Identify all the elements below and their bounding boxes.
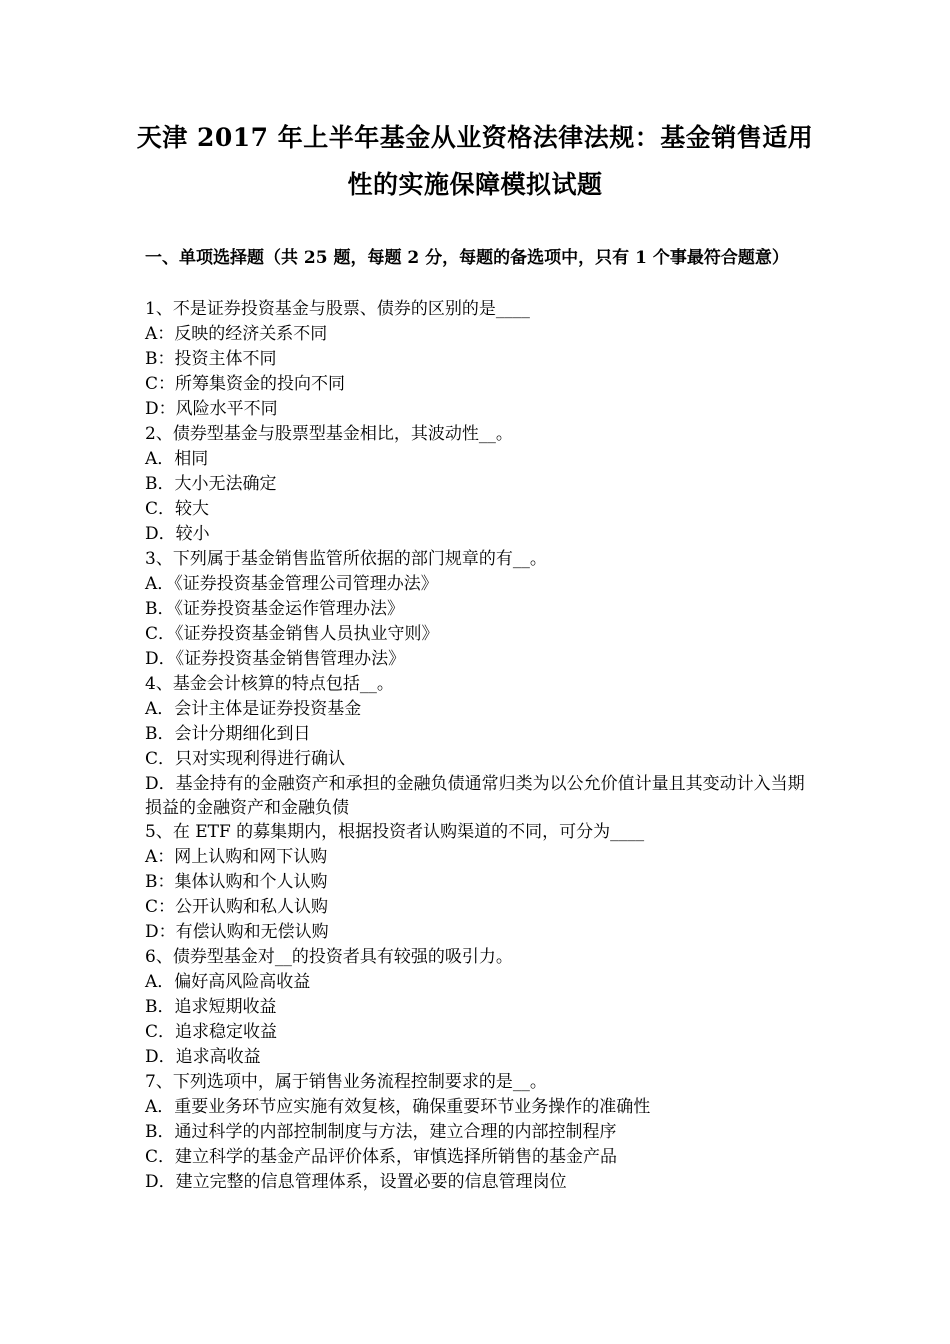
- question-2: [145, 422, 810, 547]
- question-stem: 3、下列属于基金销售监管所依据的部门规章的有__。: [145, 549, 547, 569]
- option-d: D：风险水平不同: [145, 399, 278, 419]
- question-stem: 1、不是证券投资基金与股票、债券的区别的是____: [145, 299, 530, 319]
- option-a: A：网上认购和网下认购: [145, 847, 328, 867]
- option-b: B．《证券投资基金运作管理办法》: [145, 599, 404, 619]
- option-a: A．偏好高风险高收益: [145, 972, 311, 992]
- option-d: D．基金持有的金融资产和承担的金融负债通常归类为以公允价值计量且其变动计入当期损益的金融资产和金融负债: [145, 774, 805, 818]
- option-a: A．《证券投资基金管理公司管理办法》: [145, 574, 438, 594]
- question-stem: 6、债券型基金对__的投资者具有较强的吸引力。: [145, 947, 513, 967]
- section-heading: 一、单项选择题（共 25 题，每题 2 分，每题的备选项中，只有 1 个事最符合题意）: [145, 248, 789, 268]
- option-b: B：集体认购和个人认购: [145, 872, 328, 892]
- document-title: [100, 114, 850, 208]
- option-c: C．《证券投资基金销售人员执业守则》: [145, 624, 439, 644]
- option-d: D．《证券投资基金销售管理办法》: [145, 649, 406, 669]
- option-b: B：投资主体不同: [145, 349, 277, 369]
- option-c: C．追求稳定收益: [145, 1022, 278, 1042]
- option-a: A．重要业务环节应实施有效复核，确保重要环节业务操作的准确性: [145, 1097, 651, 1117]
- question-4: [145, 672, 810, 820]
- option-b: B．通过科学的内部控制制度与方法，建立合理的内部控制程序: [145, 1122, 617, 1142]
- option-a: A．相同: [145, 449, 209, 469]
- option-d: D．较小: [145, 524, 210, 544]
- question-7: [145, 1070, 810, 1195]
- title-line-2: 性的实施保障模拟试题: [347, 170, 603, 199]
- option-b: B．追求短期收益: [145, 997, 277, 1017]
- option-a: A：反映的经济关系不同: [145, 324, 328, 344]
- question-stem: 5、在 ETF 的募集期内，根据投资者认购渠道的不同，可分为____: [145, 822, 645, 842]
- title-line-1: 天津 2017 年上半年基金从业资格法律法规：基金销售适用: [136, 123, 814, 152]
- option-d: D．建立完整的信息管理体系，设置必要的信息管理岗位: [145, 1172, 567, 1192]
- question-1: [145, 297, 810, 422]
- option-d: D．追求高收益: [145, 1047, 261, 1067]
- question-5: [145, 820, 810, 945]
- option-b: B．会计分期细化到日: [145, 724, 311, 744]
- option-c: C．较大: [145, 499, 210, 519]
- option-a: A．会计主体是证券投资基金: [145, 699, 362, 719]
- option-d: D：有偿认购和无偿认购: [145, 922, 329, 942]
- question-stem: 2、债券型基金与股票型基金相比，其波动性__。: [145, 424, 513, 444]
- option-c: C：公开认购和私人认购: [145, 897, 329, 917]
- option-c: C．只对实现利得进行确认: [145, 749, 346, 769]
- option-b: B．大小无法确定: [145, 474, 277, 494]
- option-c: C：所筹集资金的投向不同: [145, 374, 346, 394]
- question-3: [145, 547, 810, 672]
- question-6: [145, 945, 810, 1070]
- question-list: [145, 297, 810, 1195]
- option-c: C．建立科学的基金产品评价体系，审慎选择所销售的基金产品: [145, 1147, 618, 1167]
- question-stem: 7、下列选项中，属于销售业务流程控制要求的是__。: [145, 1072, 547, 1092]
- question-stem: 4、基金会计核算的特点包括__。: [145, 674, 394, 694]
